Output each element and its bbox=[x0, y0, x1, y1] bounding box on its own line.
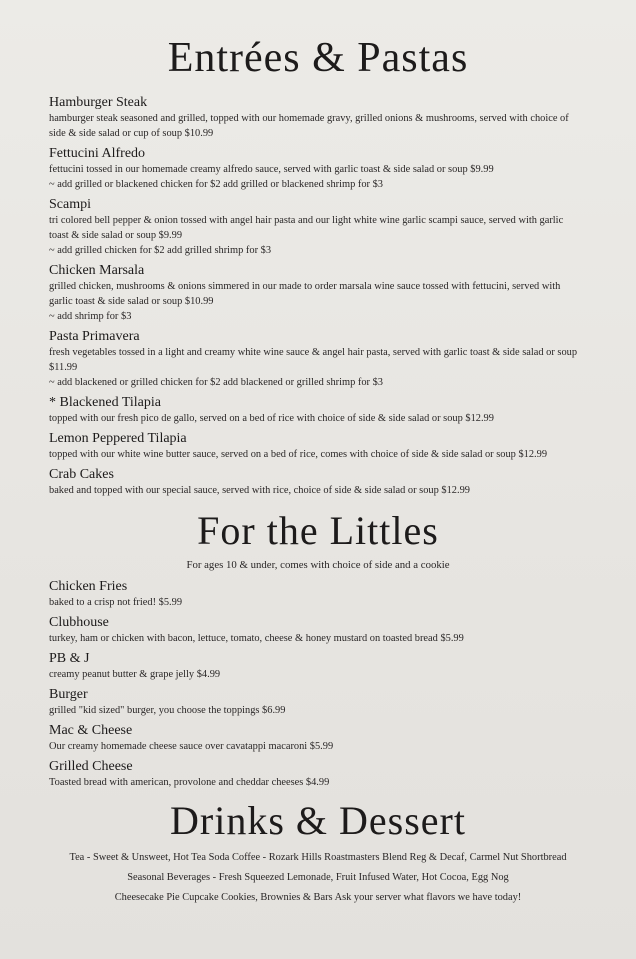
item-name: Crab Cakes bbox=[49, 467, 114, 482]
item-name: * Blackened Tilapia bbox=[49, 395, 161, 410]
menu-item-lemon-peppered-tilapia bbox=[49, 430, 584, 462]
item-addon: ~ add blackened or grilled chicken for $2 add blackened or grilled shrimp for $3 bbox=[49, 377, 383, 388]
menu-item-chicken-fries bbox=[49, 578, 584, 610]
item-description: hamburger steak seasoned and grilled, topped with our homemade gravy, grilled onions & mushrooms, served with choice of side & side salad or cup of soup $10.99 bbox=[49, 113, 569, 139]
entrees-section-title: Entrées & Pastas bbox=[167, 35, 469, 81]
item-addon: ~ add shrimp for $3 bbox=[49, 311, 132, 322]
item-description: grilled "kid sized" burger, you choose the toppings $6.99 bbox=[49, 705, 286, 716]
menu-item-grilled-cheese bbox=[49, 758, 584, 790]
menu-item-chicken-marsala bbox=[49, 262, 584, 324]
item-name: Fettucini Alfredo bbox=[49, 146, 146, 161]
item-name: Scampi bbox=[49, 197, 91, 212]
menu-item-pasta-primavera bbox=[49, 328, 584, 390]
menu-item-scampi bbox=[49, 196, 584, 258]
item-name: Hamburger Steak bbox=[49, 95, 148, 110]
item-description: Our creamy homemade cheese sauce over cavatappi macaroni $5.99 bbox=[49, 741, 334, 752]
littles-list bbox=[0, 578, 636, 790]
item-description: tri colored bell pepper & onion tossed with angel hair pasta and our light white wine garlic scampi sauce, served with garlic toast & side salad or soup $9.99 bbox=[49, 215, 564, 241]
drinks-line-beverages: Tea - Sweet & Unsweet, Hot Tea Soda Coffee - Rozark Hills Roastmasters Blend Reg & Decaf, Carmel Nut Shortbread bbox=[69, 852, 567, 863]
item-description: topped with our fresh pico de gallo, served on a bed of rice with choice of side & side salad or soup $12.99 bbox=[49, 413, 494, 424]
drinks-section-title: Drinks & Dessert bbox=[170, 798, 466, 843]
item-name: Grilled Cheese bbox=[49, 759, 133, 774]
item-description: topped with our white wine butter sauce, served on a bed of rice, comes with choice of side & side salad or soup $12.99 bbox=[49, 449, 548, 460]
menu-item-fettucini-alfredo bbox=[49, 145, 584, 192]
item-description: Toasted bread with american, provolone and cheddar cheeses $4.99 bbox=[49, 777, 330, 788]
menu-item-clubhouse bbox=[49, 614, 584, 646]
item-description: baked and topped with our special sauce, served with rice, choice of side & side salad or soup $12.99 bbox=[49, 485, 470, 496]
menu-item-burger bbox=[49, 686, 584, 718]
item-description: creamy peanut butter & grape jelly $4.99 bbox=[49, 669, 221, 680]
item-name: Chicken Marsala bbox=[49, 263, 145, 278]
item-name: Chicken Fries bbox=[49, 579, 128, 594]
item-addon: ~ add grilled or blackened chicken for $2 add grilled or blackened shrimp for $3 bbox=[49, 179, 383, 190]
item-name: Clubhouse bbox=[49, 615, 109, 630]
item-name: Pasta Primavera bbox=[49, 329, 140, 344]
item-name: Mac & Cheese bbox=[49, 723, 133, 738]
drinks-lines bbox=[0, 848, 636, 908]
item-description: turkey, ham or chicken with bacon, lettuce, tomato, cheese & honey mustard on toasted bread $5.99 bbox=[49, 633, 464, 644]
item-description: fettucini tossed in our homemade creamy alfredo sauce, served with garlic toast & side salad or soup $9.99 bbox=[49, 164, 494, 175]
littles-age-note: For ages 10 & under, comes with choice of side and a cookie bbox=[186, 559, 450, 571]
item-addon: ~ add grilled chicken for $2 add grilled shrimp for $3 bbox=[49, 245, 272, 256]
item-name: Lemon Peppered Tilapia bbox=[49, 431, 187, 446]
drinks-line-desserts: Cheesecake Pie Cupcake Cookies, Brownies & Bars Ask your server what flavors we have today! bbox=[114, 892, 522, 903]
menu-item-blackened-tilapia bbox=[49, 394, 584, 426]
item-name: PB & J bbox=[49, 651, 90, 666]
menu-item-mac-and-cheese bbox=[49, 722, 584, 754]
item-description: grilled chicken, mushrooms & onions simmered in our made to order marsala wine sauce tossed with fettucini, served with garlic toast & side salad or soup $10.99 bbox=[49, 281, 561, 307]
menu-item-crab-cakes bbox=[49, 466, 584, 498]
drinks-line-seasonal: Seasonal Beverages - Fresh Squeezed Lemonade, Fruit Infused Water, Hot Cocoa, Egg Nog bbox=[127, 872, 509, 883]
item-name: Burger bbox=[49, 687, 88, 702]
item-description: fresh vegetables tossed in a light and creamy white wine sauce & angel hair pasta, served with garlic toast & side salad or soup $11.99 bbox=[49, 347, 578, 373]
entrees-list bbox=[0, 94, 636, 498]
menu-item-pb-and-j bbox=[49, 650, 584, 682]
menu-item-hamburger-steak bbox=[49, 94, 584, 141]
littles-section-title: For the Littles bbox=[197, 508, 439, 553]
item-description: baked to a crisp not fried! $5.99 bbox=[49, 597, 183, 608]
